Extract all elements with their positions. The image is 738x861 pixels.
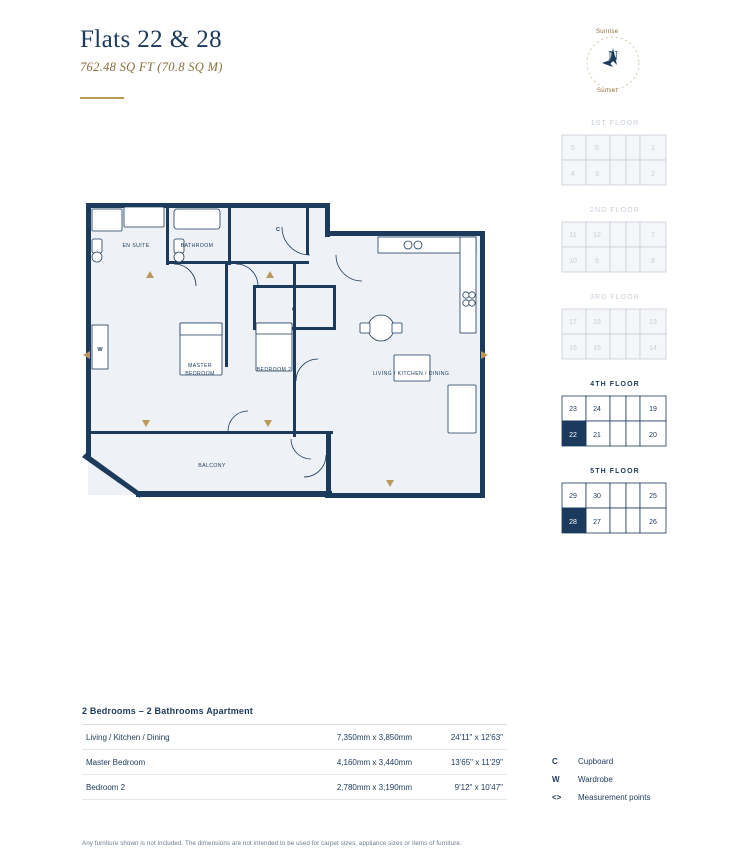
spec-room-name: Bedroom 2 (86, 782, 126, 792)
marker-cupboard-1: C (276, 227, 280, 233)
room-label-ensuite: EN SUITE (122, 243, 150, 249)
specification-table (82, 706, 507, 800)
svg-text:5: 5 (571, 145, 575, 152)
disclaimer-text: Any furniture shown is not included. The dimensions are not intended to be used for carpet sizes, appliance sizes or items of furniture. (82, 840, 462, 847)
keyplan-title-1: 1ST FLOOR (590, 120, 640, 127)
svg-text:1: 1 (651, 145, 655, 152)
svg-text:17: 17 (569, 319, 577, 326)
legend (552, 752, 712, 806)
legend-item-measurement (552, 788, 712, 806)
svg-text:15: 15 (593, 345, 601, 352)
legend-symbol: <> (552, 792, 562, 802)
keyplan-title-3: 3RD FLOOR (590, 294, 640, 301)
keyplan-3rd-floor[interactable] (540, 294, 690, 367)
legend-symbol: C (552, 756, 558, 766)
spec-room-mm: 2,780mm x 3,190mm (336, 782, 412, 792)
spec-room-mm: 7,350mm x 3,850mm (336, 732, 412, 742)
keyplan-1st-floor[interactable] (540, 120, 690, 193)
marker-wardrobe: W (97, 347, 103, 353)
svg-text:11: 11 (569, 232, 577, 239)
svg-text:14: 14 (649, 345, 657, 352)
svg-text:4: 4 (571, 171, 575, 178)
keyplan-svg-2 (556, 218, 674, 280)
svg-text:23: 23 (569, 406, 577, 413)
spec-room-name: Living / Kitchen / Dining (86, 732, 170, 742)
compass-north-label: N (608, 49, 619, 64)
room-label-living: LIVING / KITCHEN / DINING (372, 371, 450, 377)
legend-item-wardrobe (552, 770, 712, 788)
spec-room-mm: 4,160mm x 3,440mm (336, 757, 412, 767)
svg-text:22: 22 (569, 432, 577, 439)
svg-text:16: 16 (569, 345, 577, 352)
room-label-master-2: BEDROOM (185, 371, 215, 377)
svg-text:12: 12 (593, 232, 601, 239)
svg-text:7: 7 (651, 232, 655, 239)
svg-text:6: 6 (595, 145, 599, 152)
svg-text:10: 10 (569, 258, 577, 265)
svg-text:29: 29 (569, 493, 577, 500)
spec-heading: 2 Bedrooms – 2 Bathrooms Apartment (82, 706, 507, 725)
spec-room-ft: 9'12" x 10'47" (454, 782, 503, 792)
room-label-master-1: MASTER (187, 363, 213, 369)
keyplan-title-5: 5TH FLOOR (590, 468, 640, 475)
title-divider (80, 97, 124, 99)
legend-symbol: W (552, 774, 560, 784)
keyplan-title-4: 4TH FLOOR (590, 381, 640, 388)
keyplan-2nd-floor[interactable] (540, 207, 690, 280)
svg-text:18: 18 (593, 319, 601, 326)
marker-cupboard-2: C (292, 307, 296, 313)
svg-text:30: 30 (593, 493, 601, 500)
spec-room-ft: 13'65" x 11'29" (450, 757, 503, 767)
legend-label: Measurement points (578, 792, 651, 802)
svg-text:9: 9 (595, 258, 599, 265)
svg-text:21: 21 (593, 432, 601, 439)
room-label-balcony: BALCONY (198, 463, 226, 469)
legend-label: Wardrobe (578, 774, 613, 784)
compass-sunset-label: Sunset (597, 88, 618, 94)
room-label-bedroom2: BEDROOM 2 (256, 367, 292, 373)
keyplan-svg-3 (556, 305, 674, 367)
legend-label: Cupboard (578, 756, 614, 766)
svg-text:25: 25 (649, 493, 657, 500)
svg-text:2: 2 (651, 171, 655, 178)
page-title: Flats 22 & 28 (80, 26, 223, 53)
svg-text:26: 26 (649, 519, 657, 526)
keyplan-svg-5 (556, 479, 674, 541)
title-block (80, 26, 223, 99)
svg-text:27: 27 (593, 519, 601, 526)
floorplan-drawing (78, 195, 498, 525)
svg-text:3: 3 (595, 171, 599, 178)
keyplan-4th-floor[interactable] (540, 381, 690, 454)
keyplan-5th-floor[interactable] (540, 468, 690, 541)
compass-rose (572, 22, 654, 104)
table-row (82, 750, 507, 775)
keyplan-stack (540, 120, 690, 555)
keyplan-title-2: 2ND FLOOR (590, 207, 640, 214)
page-subtitle: 762.48 SQ FT (70.8 SQ M) (80, 60, 223, 74)
svg-text:20: 20 (649, 432, 657, 439)
compass-sunrise-label: Sunrise (596, 29, 619, 35)
keyplan-svg-4 (556, 392, 674, 454)
svg-text:24: 24 (593, 406, 601, 413)
spec-room-name: Master Bedroom (86, 757, 146, 767)
svg-text:19: 19 (649, 406, 657, 413)
table-row (82, 725, 507, 750)
table-row (82, 775, 507, 800)
svg-text:28: 28 (569, 519, 577, 526)
svg-text:13: 13 (649, 319, 657, 326)
keyplan-svg-1 (556, 131, 674, 193)
room-label-bathroom: BATHROOM (180, 243, 214, 249)
svg-text:8: 8 (651, 258, 655, 265)
legend-item-cupboard (552, 752, 712, 770)
floorplan-svg (78, 195, 498, 525)
spec-room-ft: 24'11" x 12'63" (450, 732, 503, 742)
